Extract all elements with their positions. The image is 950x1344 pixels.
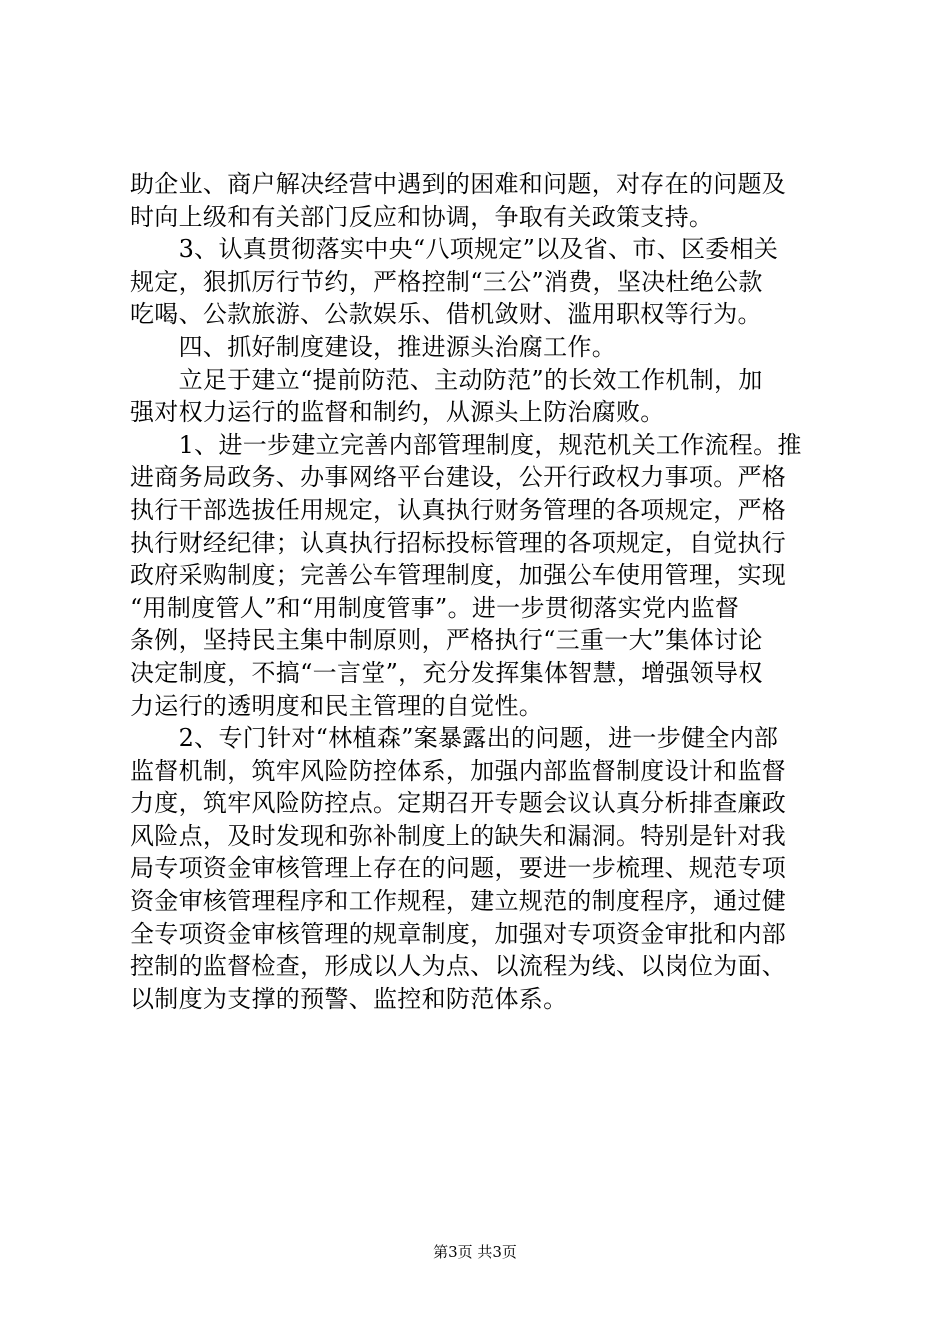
text-line: 2、专门针对“林植森”案暴露出的问题，进一步健全内部 [130, 724, 779, 753]
text-line: 规定，狠抓厉行节约，严格控制“三公”消费，坚决杜绝公款 [130, 267, 763, 296]
text-line: 条例，坚持民主集中制原则，严格执行“三重一大”集体讨论 [130, 626, 763, 655]
text-line: 力运行的透明度和民主管理的自觉性。 [130, 691, 544, 720]
page-footer [0, 1242, 950, 1262]
text-line: 局专项资金审核管理上存在的问题，要进一步梳理、规范专项 [130, 854, 787, 883]
text-line: 决定制度，不搞“一言堂”，充分发挥集体智慧，增强领导权 [130, 658, 763, 687]
text-line: 监督机制，筑牢风险防控体系，加强内部监督制度设计和监督 [130, 756, 787, 785]
text-line: “用制度管人”和“用制度管事”。进一步贯彻落实党内监督 [130, 593, 740, 622]
text-line: 助企业、商户解决经营中遇到的困难和问题，对存在的问题及 [130, 170, 787, 198]
text-line: 执行干部选拔任用规定，认真执行财务管理的各项规定，严格 [130, 495, 787, 524]
text-line: 风险点，及时发现和弥补制度上的缺失和漏洞。特别是针对我 [130, 821, 787, 850]
text-line: 时向上级和有关部门反应和协调，争取有关政策支持。 [130, 202, 714, 231]
text-line: 立足于建立“提前防范、主动防范”的长效工作机制，加 [130, 365, 763, 394]
text-line: 3、认真贯彻落实中央“八项规定”以及省、市、区委相关 [130, 235, 779, 264]
text-line: 控制的监督检查，形成以人为点、以流程为线、以岗位为面、 [130, 952, 787, 981]
page-number-label: 第3页 共3页 [433, 1243, 517, 1261]
text-line: 资金审核管理程序和工作规程，建立规范的制度程序，通过健 [130, 887, 787, 916]
text-line: 力度，筑牢风险防控点。定期召开专题会议认真分析排查廉政 [130, 789, 787, 818]
text-line: 以制度为支撑的预警、监控和防范体系。 [130, 984, 568, 1013]
text-line: 吃喝、公款旅游、公款娱乐、借机敛财、滥用职权等行为。 [130, 300, 762, 329]
text-line: 强对权力运行的监督和制约，从源头上防治腐败。 [130, 398, 665, 427]
section-heading: 四、抓好制度建设，推进源头治腐工作。 [130, 332, 616, 361]
text-line: 政府采购制度；完善公车管理制度，加强公车使用管理，实现 [130, 561, 787, 590]
document-body [130, 168, 830, 1015]
text-line: 进商务局政务、办事网络平台建设，公开行政权力事项。严格 [130, 463, 787, 492]
text-line: 全专项资金审核管理的规章制度，加强对专项资金审批和内部 [130, 919, 787, 948]
text-line: 1、进一步建立完善内部管理制度，规范机关工作流程。推 [130, 430, 802, 459]
text-line: 执行财经纪律；认真执行招标投标管理的各项规定，自觉执行 [130, 528, 787, 557]
